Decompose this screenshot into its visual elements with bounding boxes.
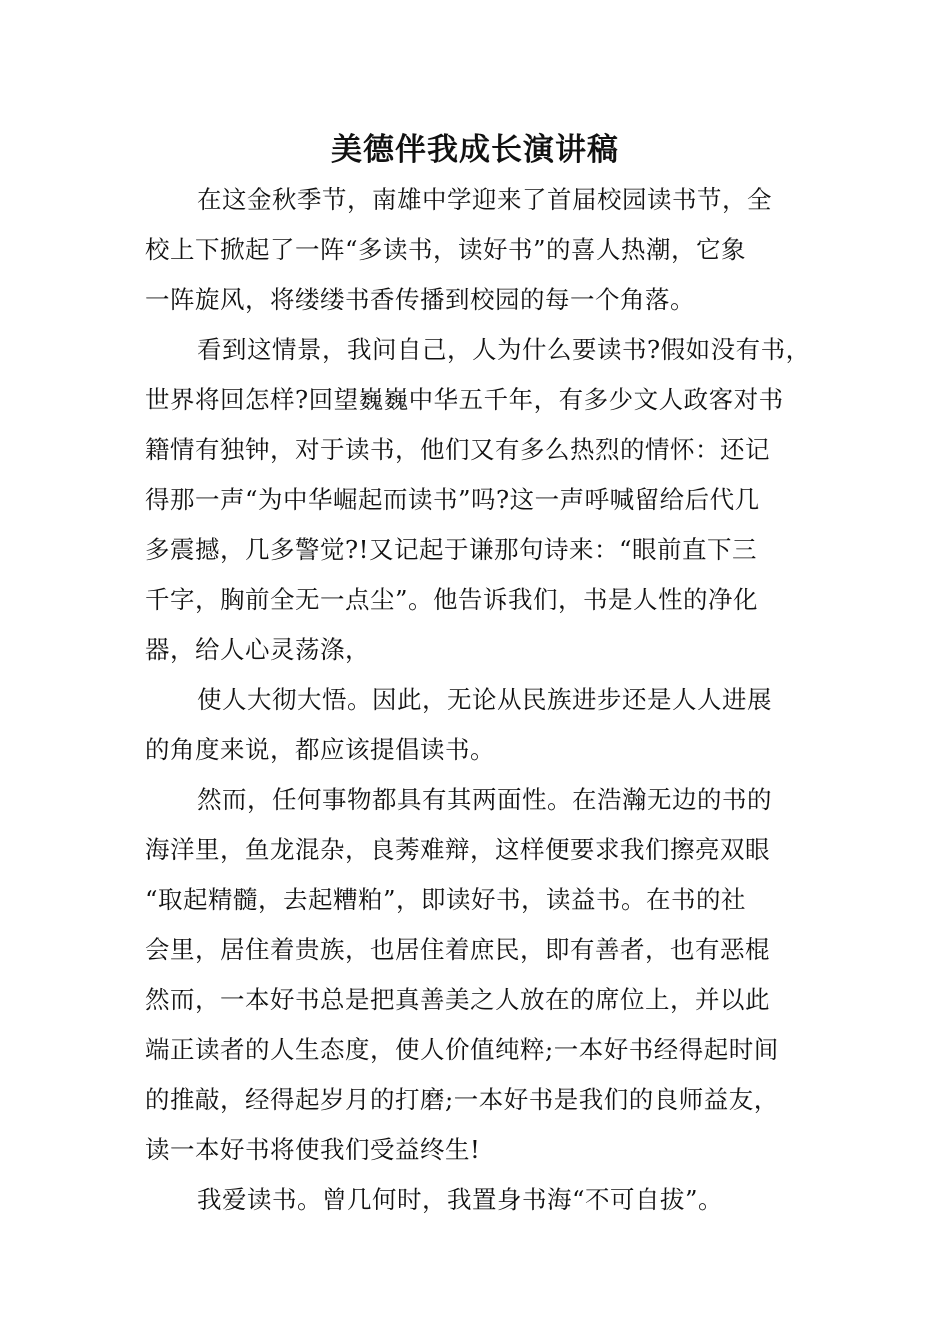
text-line: 千字，胸前全无一点尘”。他告诉我们，书是人性的净化 [145, 585, 759, 614]
text-line: 器，给人心灵荡涤， [145, 635, 370, 664]
text-line: 得那一声“为中华崛起而读书”吗?这一声呼喊留给后代几 [145, 485, 760, 514]
text-line: 海洋里，鱼龙混杂，良莠难辩，这样便要求我们擦亮双眼 [145, 835, 770, 864]
text-line: 在这金秋季节，南雄中学迎来了首届校园读书节，全 [197, 185, 772, 214]
text-line: 然而，任何事物都具有其两面性。在浩瀚无边的书的 [197, 785, 772, 814]
text-line: 我爱读书。曾几何时，我置身书海“不可自拔”。 [197, 1185, 724, 1214]
text-line: 会里，居住着贵族，也居住着庶民，即有善者，也有恶棍 [145, 935, 770, 964]
text-line: 的角度来说，都应该提倡读书。 [145, 735, 495, 764]
text-line: 一阵旋风，将缕缕书香传播到校园的每一个角落。 [145, 285, 695, 314]
text-line: 然而，一本好书总是把真善美之人放在的席位上，并以此 [145, 985, 770, 1014]
text-line: 的推敲，经得起岁月的打磨;一本好书是我们的良师益友， [145, 1085, 779, 1114]
text-line: 端正读者的人生态度，使人价值纯粹;一本好书经得起时间 [145, 1035, 779, 1064]
text-line: 世界将回怎样?回望巍巍中华五千年，有多少文人政客对书 [145, 385, 784, 414]
text-line: 籍情有独钟，对于读书，他们又有多么热烈的情怀：还记 [145, 435, 770, 464]
text-line: “取起精髓，去起糟粕”，即读好书，读益书。在书的社 [145, 885, 747, 914]
text-line: 看到这情景，我问自己，人为什么要读书?假如没有书， [197, 335, 811, 364]
text-line: 使人大彻大悟。因此，无论从民族进步还是人人进展 [197, 685, 772, 714]
text-line: 读一本好书将使我们受益终生! [145, 1135, 481, 1164]
document-title: 美德伴我成长演讲稿 [331, 132, 619, 168]
text-line: 多震撼，几多警觉?!又记起于谦那句诗来：“眼前直下三 [145, 535, 758, 564]
text-line: 校上下掀起了一阵“多读书，读好书”的喜人热潮，它象 [145, 235, 747, 264]
